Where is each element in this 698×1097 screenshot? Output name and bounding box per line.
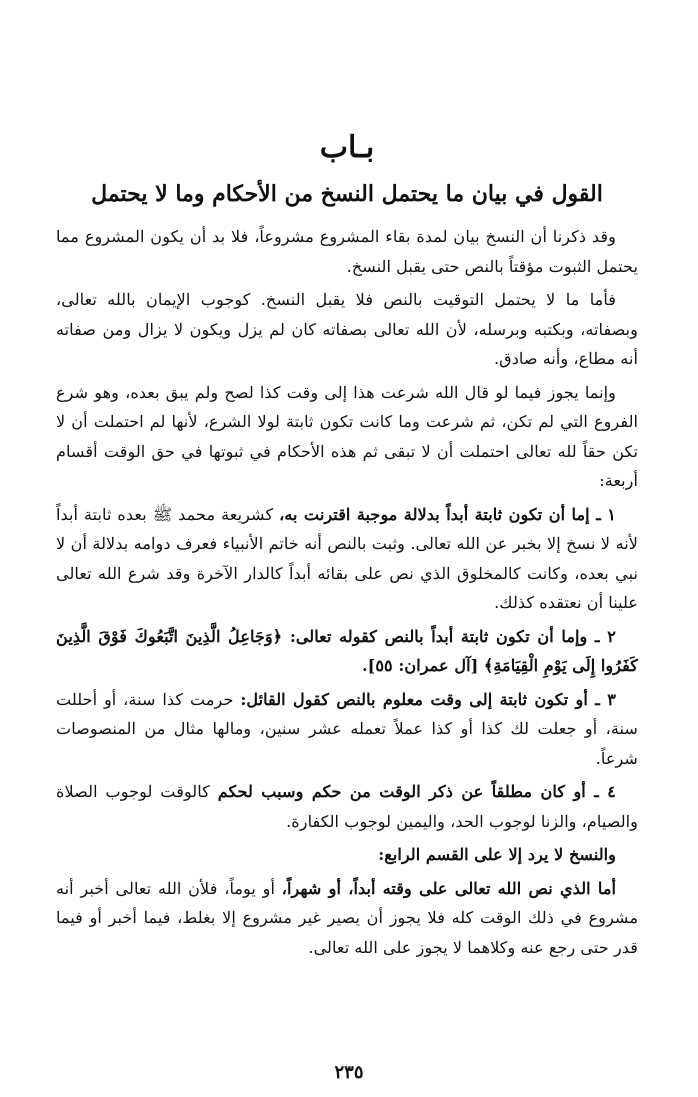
section-title: القول في بيان ما يحتمل النسخ من الأحكام وما لا يحتمل [91,181,603,207]
page-number: ٢٣٥ [334,1062,364,1083]
paragraph-2-text: فأما ما لا يحتمل التوقيت بالنص فلا يقبل النسخ. كوجوب الإيمان بالله تعالى، وبصفاته، وبكتبه وبرسله، لأن الله تعالى بصفاته كان لم يزل ويكون لا يزال ومن صفاته أنه مطاع، وأنه صادق. [56,290,638,368]
paragraph-2 [56,285,638,374]
paragraph-5-heading: ٢ ـ وإما أن تكون ثابتة أبداً بالنص كقوله تعالى: [289,626,616,646]
paragraph-4-text: كشريعة محمد ﷺ بعده ثابتة أبداً لأنه لا نسخ إلا بخبر عن الله تعالى. وثبت بالنص أنه خاتم الأنبياء فعرف دوامه بدلالة أن لا نبي بعده، وكانت كالمخلوق الذي نص على بقائه أبداً كالدار الآخرة وقد شرع الله تعالى علينا أن نعتقده كذلك. [56,504,638,612]
paragraph-4-heading: ١ ـ إما أن تكون ثابتة أبداً بدلالة موجبة اقترنت به، [279,504,616,524]
paragraph-1-text: وقد ذكرنا أن النسخ بيان لمدة بقاء المشروع مشروعاً، فلا بد أن يكون المشروع مما يحتمل الثبوت مؤقتاً بالنص حتى يقبل النسخ. [56,227,638,276]
paragraph-5 [56,622,638,681]
paragraph-4 [56,500,638,618]
paragraph-3-text: وإنما يجوز فيما لو قال الله شرعت هذا إلى وقت كذا لصح ولم يبق بعده، وهو شرع الفروع التي لم تكن، ثم شرعت وما كانت تكون ثابتة لولا الشرع، لأنها لم احتملت أن لا تكن حقاً لله تعالى احتملت أن لا تبقى ثم هذه الأحكام في ثبوتها في حق الوقت أقسام أربعة: [56,382,638,490]
paragraph-6 [56,685,638,774]
paragraph-9-text: أو يوماً، فلأن الله تعالى أخبر أنه مشروع في ذلك الوقت كله فلا يجوز أن يصير غير مشروع إلا بغلط، فيما أخبر أو فيما قدر حتى رجع عنه وكلاهما لا يجوز على الله تعالى. [56,878,638,957]
paragraph-3 [56,378,638,496]
paragraph-7 [56,777,638,836]
paragraph-5-quran-verse: ﴿وَجَاعِلُ الَّذِينَ اتَّبَعُوكَ فَوْقَ الَّذِينَ كَفَرُوا إِلَى يَوْمِ الْقِيَامَةِ﴾ [آل عمران: ٥٥]. [56,626,638,675]
paragraph-7-heading: ٤ ـ أو كان مطلقاً عن ذكر الوقت من حكم وسبب لحكم [217,782,616,801]
paragraph-9 [56,874,638,963]
page-body [56,128,638,966]
paragraph-1 [56,222,638,281]
paragraph-8-heading: والنسخ لا يرد إلا على القسم الرابع: [378,845,616,864]
paragraph-7-text: كالوقت لوجوب الصلاة والصيام، والزنا لوجوب الحد، واليمين لوجوب الكفارة. [56,782,638,831]
paragraph-6-text: حرمت كذا سنة، أو أحللت سنة، أو جعلت لك كذا أو كذا عملاً تعمله عشر سنين، ومالها مثال من المنصوصات شرعاً. [56,689,638,768]
chapter-title: بـاب [319,130,375,165]
paragraph-9-heading: أما الذي نص الله تعالى على وقته أبداً، أو شهراً، [281,878,616,898]
paragraph-6-heading: ٣ ـ أو تكون ثابتة إلى وقت معلوم بالنص كقول القائل: [240,689,616,709]
paragraph-8 [56,840,638,870]
